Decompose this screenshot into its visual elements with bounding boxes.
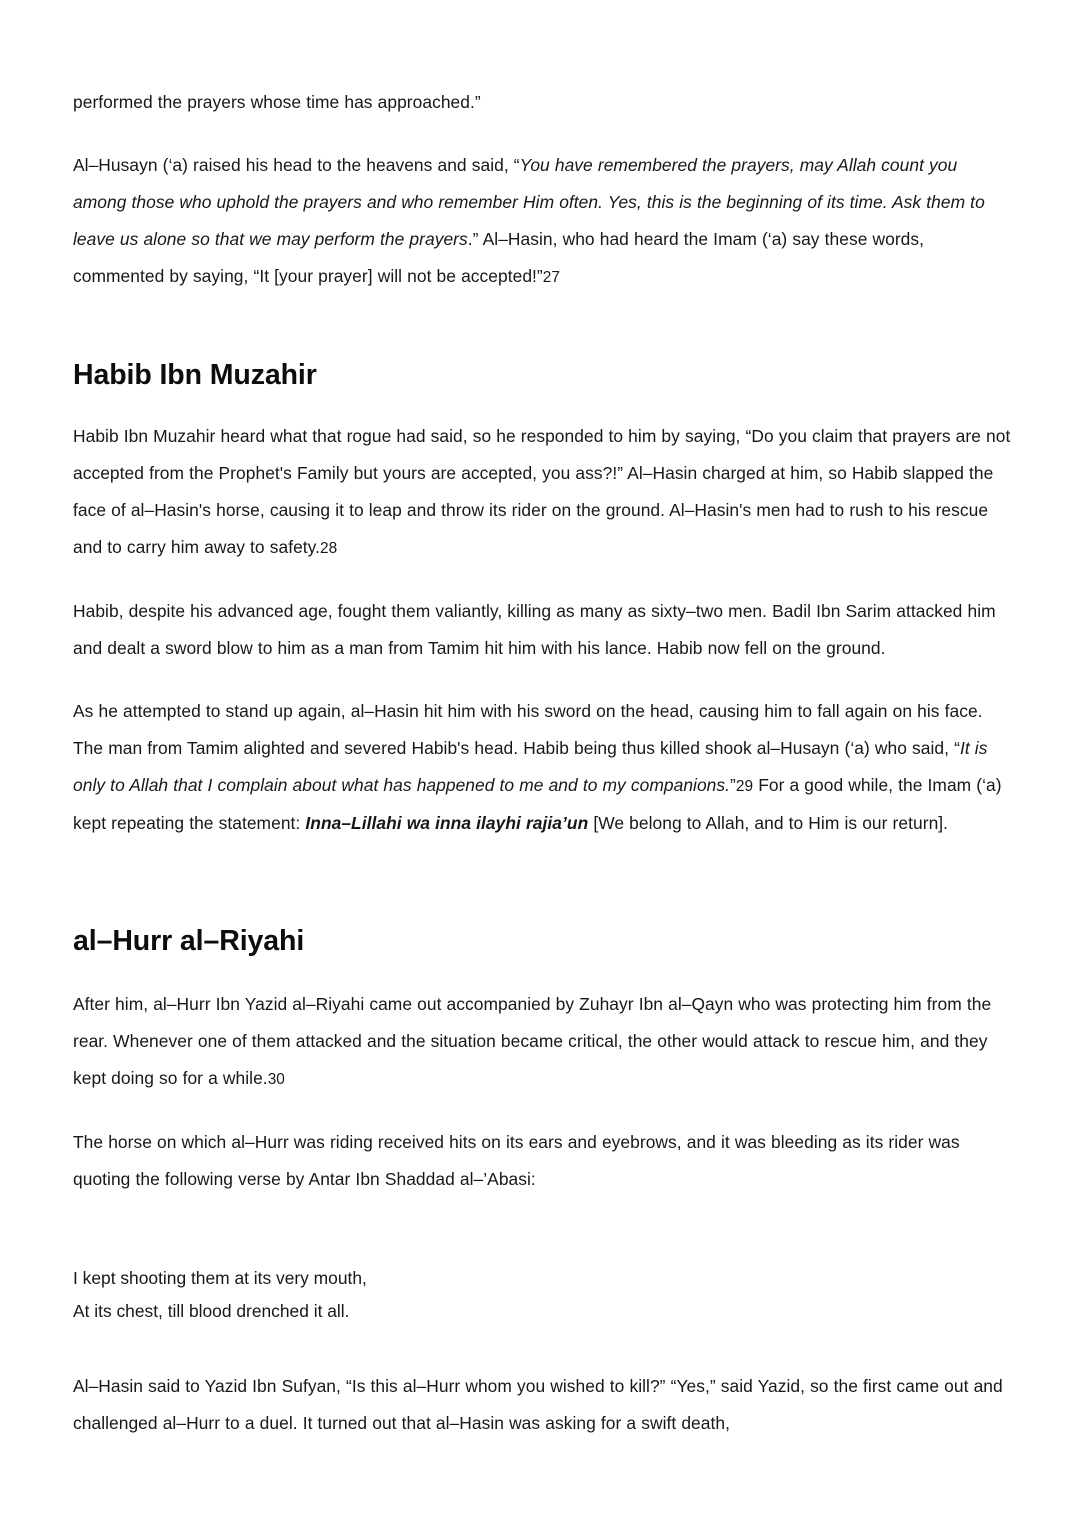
paragraph-closing-text: Al–Hasin said to Yazid Ibn Sufyan, “Is this al–Hurr whom you wished to kill?” “Yes,” said Yazid, so the first came out and challenged al–Hurr to a duel. It turned out that al–Hasin was asking for a swift death,	[73, 1376, 1003, 1433]
section-heading-habib-block	[73, 322, 1013, 418]
paragraph-husayn-quote: You have remembered the prayers, may Allah count you among those who uphold the prayers and who remember Him often. Yes, this is the beginning of its time. Ask them to leave us alone so that we may perform the prayers	[73, 155, 985, 249]
arabic-phrase-inna-lillahi: Inna–Lillahi wa inna ilayhi rajia’un	[305, 813, 589, 833]
paragraph-hurr-1-text: After him, al–Hurr Ibn Yazid al–Riyahi came out accompanied by Zuhayr Ibn al–Qayn who was protecting him from the rear. Whenever one of them attacked and the situation became critical, the other would attack to rescue him, and they kept doing so for a while.	[73, 994, 992, 1088]
paragraph-habib-2	[73, 593, 1013, 667]
paragraph-opening-text: performed the prayers whose time has approached.”	[73, 92, 481, 112]
section-heading-habib: Habib Ibn Muzahir	[73, 359, 317, 391]
verse-line: At its chest, till blood drenched it all.	[73, 1301, 350, 1321]
paragraph-habib-3-closequote: ”	[730, 775, 736, 795]
paragraph-habib-1-text: Habib Ibn Muzahir heard what that rogue had said, so he responded to him by saying, “Do you claim that prayers are not accepted from the Prophet's Family but yours are accepted, you ass?!” Al–Hasin charged at him, so Habib slapped the face of al–Hasin's horse, causing it to leap and throw its rider on the ground. Al–Hasin's men had to rush to his rescue and to carry him away to safety.	[73, 426, 1011, 557]
paragraph-husayn-tail: .” Al–Hasin, who had heard the Imam (‘a) say these words, commented by saying, “It [your prayer] will not be accepted!”	[73, 229, 925, 286]
footnote-marker-28: 28	[320, 540, 338, 557]
paragraph-opening	[73, 84, 1013, 121]
paragraph-hurr-1	[73, 986, 1013, 1098]
paragraph-closing	[73, 1368, 1013, 1442]
verse-line: I kept shooting them at its very mouth,	[73, 1268, 367, 1288]
paragraph-habib-3-lead: As he attempted to stand up again, al–Hasin hit him with his sword on the head, causing him to fall again on his face. The man from Tamim alighted and severed Habib's head. Habib being thus killed shook al–Husayn (‘a) who said, “	[73, 701, 983, 758]
paragraph-husayn-lead: Al–Husayn (‘a) raised his head to the heavens and said, “	[73, 155, 520, 175]
paragraph-husayn-prayers	[73, 147, 1013, 296]
page-content-column	[73, 84, 1013, 1468]
paragraph-habib-1	[73, 418, 1013, 567]
paragraph-habib-3-quote: It is only to Allah that I complain about what has happened to me and to my companions.	[73, 738, 988, 795]
paragraph-habib-3-mid: For a good while, the Imam (‘a) kept repeating the statement:	[73, 775, 1002, 833]
paragraph-habib-3	[73, 693, 1013, 842]
section-heading-hurr-block	[73, 868, 1013, 986]
paragraph-habib-2-text: Habib, despite his advanced age, fought them valiantly, killing as many as sixty–two men. Badil Ibn Sarim attacked him and dealt a sword blow to him as a man from Tamim hit him with his lance. Habib now fell on the ground.	[73, 601, 996, 658]
footnote-marker-27: 27	[542, 269, 561, 286]
paragraph-hurr-2	[73, 1124, 1013, 1198]
footnote-marker-29: 29	[735, 778, 754, 795]
paragraph-hurr-2-text: The horse on which al–Hurr was riding received hits on its ears and eyebrows, and it was bleeding as its rider was quoting the following verse by Antar Ibn Shaddad al–’Abasi:	[73, 1132, 960, 1189]
section-heading-hurr: al–Hurr al–Riyahi	[73, 925, 305, 957]
footnote-marker-30: 30	[267, 1071, 285, 1088]
paragraph-habib-3-tail: [We belong to Allah, and to Him is our return].	[588, 813, 949, 833]
verse-quotation-block	[73, 1224, 1013, 1368]
